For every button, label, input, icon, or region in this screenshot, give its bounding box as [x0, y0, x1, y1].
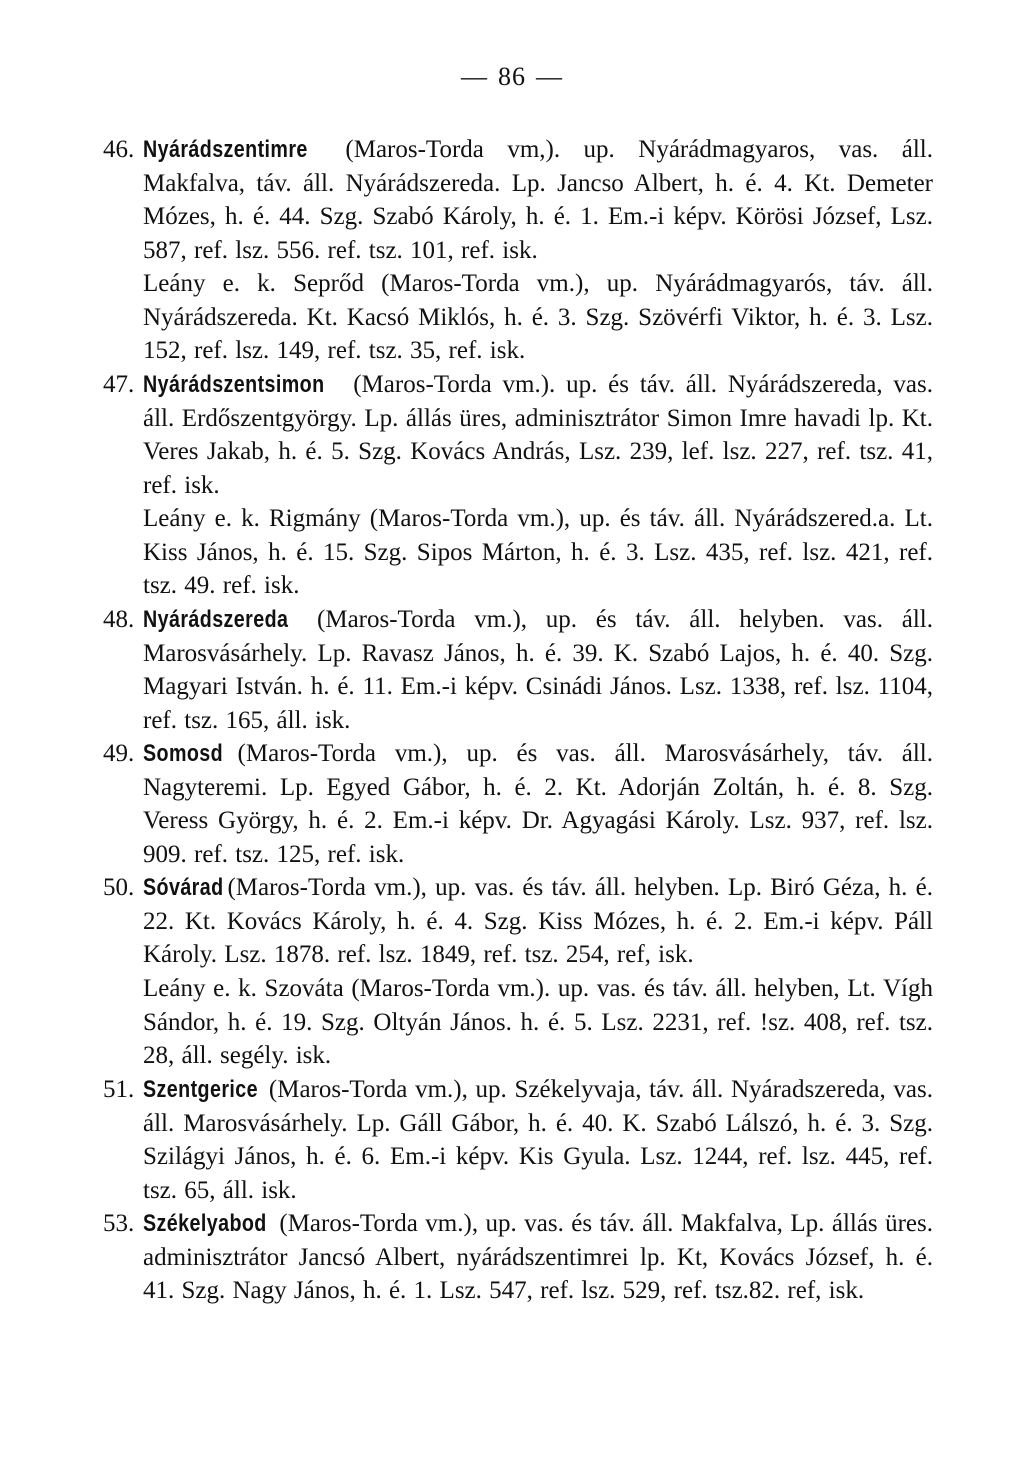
sub-entry-seprod — [130, 267, 933, 368]
entry-headword: Somosd — [143, 740, 224, 767]
entry-body: (Maros-Torda vm.). up. és táv. áll. Nyárádszereda, vas. áll. Erdőszentgyörgy. Lp. állás üres, adminisztrátor Simon Imre havadi lp. Kt. Veres Jakab, h. é. 5. Szg. Kovács András, Lsz. 239, lef. lsz. 227, ref. tsz. 41, ref. isk. — [143, 371, 934, 499]
entry-body: (Maros-Torda vm.), up. vas. és táv. áll. helyben. Lp. Biró Géza, h. é. 22. Kt. Kovács Károly, h. é. 4. Szg. Kiss Mózes, h. é. 2. Em.-i képv. Páll Károly. Lsz. 1878. ref. lsz. 1849, ref. tsz. 254, ref, isk. — [143, 874, 933, 968]
entry-text — [143, 1207, 933, 1308]
entry-headword: Szentgerice — [143, 1076, 258, 1103]
entry-text: Leány e. k. Rigmány (Maros-Torda vm.), up. és táv. áll. Nyárádszered.a. Lt. Kiss János, h. é. 15. Szg. Sipos Márton, h. é. 3. Lsz. 435, ref. lsz. 421, ref. tsz. 49. ref. isk. — [143, 505, 933, 599]
entry-number: 49. — [103, 740, 135, 767]
entry-text: Leány e. k. Szováta (Maros-Torda vm.). up. vas. és táv. áll. helyben, Lt. Vígh Sándor, h. é. 19. Szg. Oltyán János. h. é. 5. Lsz. 2231, ref. !sz. 408, ref. tsz. 28, áll. segély. isk. — [143, 975, 933, 1069]
entry-text — [143, 871, 933, 972]
entry-text — [143, 737, 933, 871]
entry-headword: Nyárádszentsimon — [143, 371, 325, 398]
entry-number: 51. — [103, 1076, 135, 1103]
entry-text — [143, 603, 933, 737]
entry-number: 46. — [103, 136, 135, 163]
entry-number: 48. — [103, 606, 135, 633]
entry-48 — [103, 603, 933, 737]
sub-entry-rigmany — [130, 502, 933, 603]
entry-number: 50. — [103, 874, 135, 901]
sub-entry-szovata — [130, 972, 933, 1073]
entry-47 — [103, 368, 933, 502]
entry-51 — [103, 1073, 933, 1207]
entry-number: 47. — [103, 371, 135, 398]
entry-body: (Maros-Torda vm.), up. Székelyvaja, táv. áll. Nyáradszereda, vas. áll. Marosvásárhely. Lp. Gáll Gábor, h. é. 40. K. Szabó Lálszó, h. é. 3. Szg. Szilágyi János, h. é. 6. Em.-i képv. Kis Gyula. Lsz. 1244, ref. lsz. 445, ref. tsz. 65, áll. isk. — [143, 1076, 933, 1204]
entry-50 — [103, 871, 933, 972]
entry-body: (Maros-Torda vm.), up. vas. és táv. áll. Makfalva, Lp. állás üres. adminisztrátor Jancsó Albert, nyárádszentimrei lp. Kt, Kovács József, h. é. 41. Szg. Nagy János, h. é. 1. Lsz. 547, ref. lsz. 529, ref. tsz.82. ref, isk. — [143, 1210, 934, 1304]
entry-53 — [103, 1207, 933, 1308]
entry-text: Leány e. k. Seprőd (Maros-Torda vm.), up. Nyárádmagyarós, táv. áll. Nyárádszereda. Kt. Kacsó Miklós, h. é. 3. Szg. Szövérfi Viktor, h. é. 3. Lsz. 152, ref. lsz. 149, ref. tsz. 35, ref. isk. — [143, 270, 933, 364]
page-number: — 86 — — [461, 62, 563, 91]
entry-number: 53. — [103, 1210, 135, 1237]
entry-body: (Maros-Torda vm,). up. Nyárádmagyaros, vas. áll. Makfalva, táv. áll. Nyárádszereda. Lp. Jancso Albert, h. é. 4. Kt. Demeter Mózes, h. é. 44. Szg. Szabó Károly, h. é. 1. Em.-i képv. Körösi József, Lsz. 587, ref. lsz. 556. ref. tsz. 101, ref. isk. — [143, 136, 934, 264]
entry-body: (Maros-Torda vm.), up. és vas. áll. Marosvásárhely, táv. áll. Nagyteremi. Lp. Egyed Gábor, h. é. 2. Kt. Adorján Zoltán, h. é. 8. Szg. Veress György, h. é. 2. Em.-i képv. Dr. Agyagási Károly. Lsz. 937, ref. lsz. 909. ref. tsz. 125, ref. isk. — [143, 740, 934, 868]
entry-text — [143, 368, 933, 502]
entry-headword: Székelyabod — [143, 1210, 267, 1237]
entry-49 — [103, 737, 933, 871]
entry-text — [143, 1073, 933, 1207]
entry-headword: Sóvárad — [143, 874, 224, 901]
entry-headword: Nyárádszereda — [143, 606, 289, 633]
entry-body: (Maros-Torda vm.), up. és táv. áll. helyben. vas. áll. Marosvásárhely. Lp. Ravasz János, h. é. 39. K. Szabó Lajos, h. é. 40. Szg. Magyari István. h. é. 11. Em.-i képv. Csinádi János. Lsz. 1338, ref. lsz. 1104, ref. tsz. 165, áll. isk. — [143, 606, 934, 734]
entry-46 — [103, 133, 933, 267]
entry-headword: Nyárádszentimre — [143, 136, 308, 163]
entry-text — [143, 133, 933, 267]
